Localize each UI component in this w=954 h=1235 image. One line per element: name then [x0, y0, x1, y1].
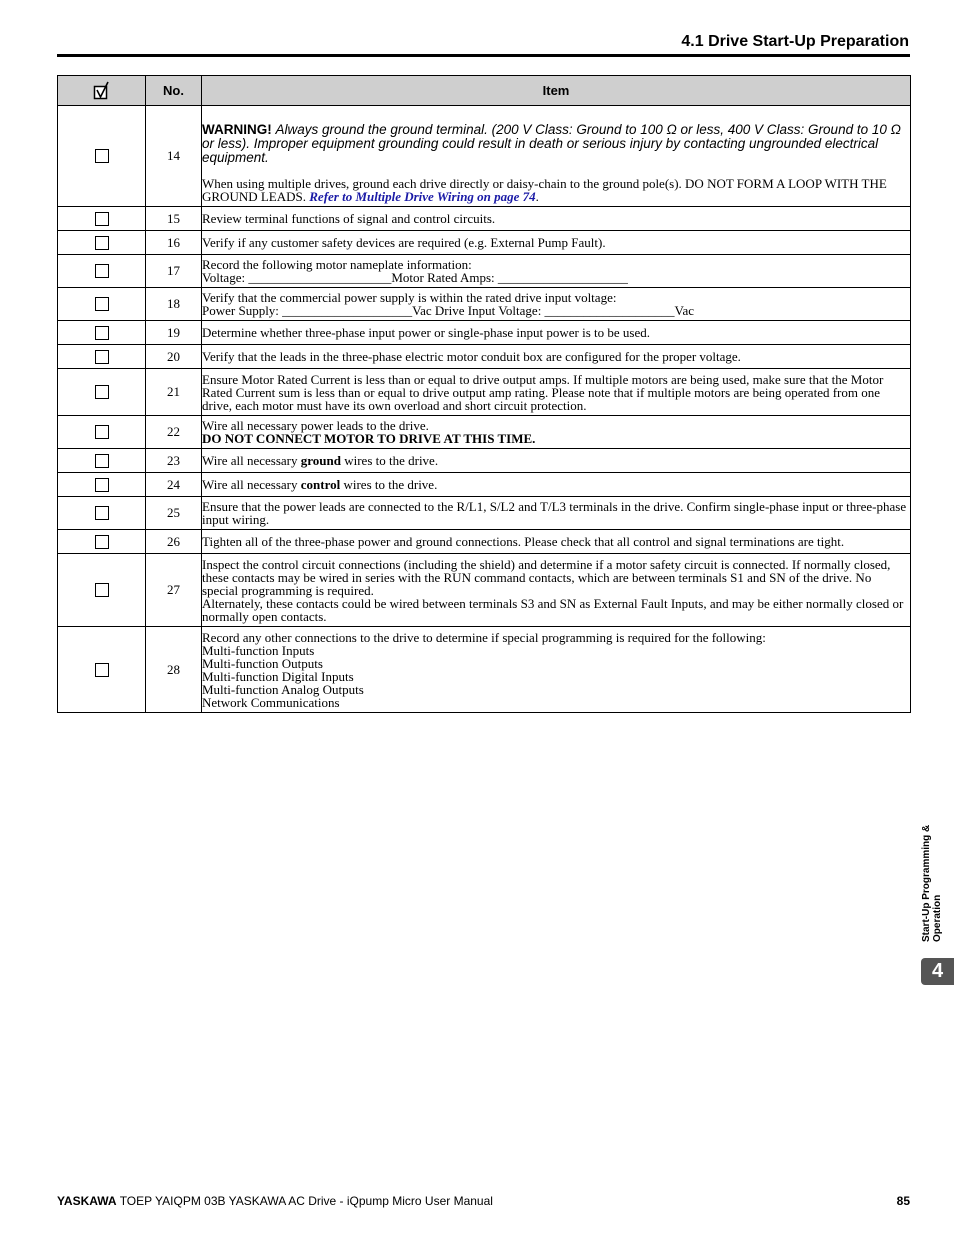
checkbox[interactable]	[95, 454, 109, 468]
no-column-header: No.	[146, 76, 202, 106]
item-line: Multi-function Inputs	[202, 642, 315, 658]
side-tab-label	[921, 816, 947, 942]
table-row	[58, 473, 911, 497]
text-span: wires to the drive.	[340, 453, 439, 468]
table-row	[58, 288, 911, 321]
table-row	[58, 345, 911, 369]
text-span: Wire all necessary	[202, 477, 301, 492]
item-text	[202, 554, 911, 627]
item-line: Wire all necessary power leads to the drive.	[202, 418, 429, 433]
item-line: Record the following motor nameplate information:	[202, 257, 472, 272]
row-number: 23	[146, 449, 202, 473]
table-row	[58, 231, 911, 255]
warning-label: WARNING!	[202, 121, 272, 137]
checkbox[interactable]	[95, 425, 109, 439]
row-number: 20	[146, 345, 202, 369]
bold-term: control	[300, 477, 341, 492]
text-span: Wire all necessary	[202, 453, 301, 468]
footer-brand: YASKAWA	[57, 1194, 117, 1208]
checkbox[interactable]	[95, 264, 109, 278]
table-row	[58, 255, 911, 288]
item-line: Power Supply: ____________________Vac Drive Input Voltage: ____________________Vac	[202, 303, 695, 318]
table-row	[58, 554, 911, 627]
item-line: Inspect the control circuit connections (including the shield) and determine if a motor safety circuit is connected. If normally closed, these contacts may be wired in series with the RUN command contacts, which are between terminals S1 and SN of the drive. No special programming is required.	[202, 556, 891, 598]
checkbox[interactable]	[95, 385, 109, 399]
punctuation: .	[535, 188, 539, 204]
table-row	[58, 416, 911, 449]
chapter-tab[interactable]: 4	[921, 958, 954, 985]
table-row	[58, 530, 911, 554]
row-number: 27	[146, 554, 202, 627]
table-row	[58, 207, 911, 231]
table-header-row	[58, 76, 911, 106]
item-text	[202, 106, 911, 207]
checklist-table	[57, 75, 911, 713]
item-line: Network Communications	[202, 694, 340, 710]
checkbox[interactable]	[95, 506, 109, 520]
table-row	[58, 627, 911, 713]
row-number: 18	[146, 288, 202, 321]
page-number: 85	[896, 1194, 910, 1208]
checkbox[interactable]	[95, 326, 109, 340]
checkmark-box-icon	[93, 81, 111, 101]
warning-block	[202, 123, 910, 165]
checkbox[interactable]	[95, 212, 109, 226]
item-text	[202, 449, 911, 473]
item-line: Verify that the commercial power supply is within the rated drive input voltage:	[202, 290, 617, 305]
item-line: Multi-function Outputs	[202, 655, 323, 671]
item-text: Determine whether three-phase input power or single-phase input power is to be used.	[202, 321, 911, 345]
checkbox[interactable]	[95, 583, 109, 597]
item-column-header: Item	[202, 76, 911, 106]
row-number: 24	[146, 473, 202, 497]
checkbox[interactable]	[95, 350, 109, 364]
row-number: 25	[146, 497, 202, 530]
side-tab-label-text: Start-Up Programming & Operation	[921, 824, 943, 942]
item-text	[202, 255, 911, 288]
item-text	[202, 473, 911, 497]
row-number: 19	[146, 321, 202, 345]
item-text	[202, 627, 911, 713]
text-span: wires to the drive.	[340, 477, 438, 492]
item-text: Verify if any customer safety devices are required (e.g. External Pump Fault).	[202, 231, 911, 255]
row-number: 22	[146, 416, 202, 449]
item-text: Ensure that the power leads are connected to the R/L1, S/L2 and T/L3 terminals in the drive. Confirm single-phase input or three-phase input wiring.	[202, 497, 911, 530]
checkbox[interactable]	[95, 236, 109, 250]
check-column-header	[58, 76, 146, 106]
item-text	[202, 416, 911, 449]
item-line: Record any other connections to the drive to determine if special programming is required for the following:	[202, 629, 766, 645]
checkbox[interactable]	[95, 535, 109, 549]
row-number: 28	[146, 627, 202, 713]
table-row	[58, 106, 911, 207]
item-text	[202, 288, 911, 321]
item-line: Voltage: ______________________Motor Rated Amps: ____________________	[202, 270, 628, 285]
checkbox[interactable]	[95, 478, 109, 492]
item-line-bold: DO NOT CONNECT MOTOR TO DRIVE AT THIS TIME.	[202, 431, 536, 446]
item-line: Multi-function Digital Inputs	[202, 668, 354, 684]
table-row	[58, 449, 911, 473]
footer-doc-title	[57, 1194, 493, 1208]
table-row	[58, 497, 911, 530]
table-row	[58, 321, 911, 345]
warning-text: Always ground the ground terminal. (200 V Class: Ground to 100 Ω or less, 400 V Class: Ground to 10 Ω or less). Improper equipment grounding could result in death or serious injury by contacting ungrounded electrical equipment.	[202, 121, 901, 165]
item-text: Tighten all of the three-phase power and ground connections. Please check that all control and signal terminations are tight.	[202, 530, 911, 554]
section-title: 4.1 Drive Start-Up Preparation	[681, 33, 909, 50]
title-rule	[57, 54, 910, 57]
row-number: 26	[146, 530, 202, 554]
row-number: 21	[146, 369, 202, 416]
row-number: 15	[146, 207, 202, 231]
item-line: Multi-function Analog Outputs	[202, 681, 364, 697]
footer-doc: TOEP YAIQPM 03B YASKAWA AC Drive - iQpump Micro User Manual	[116, 1194, 493, 1208]
row-number: 14	[146, 106, 202, 207]
item-text: Verify that the leads in the three-phase electric motor conduit box are configured for the proper voltage.	[202, 345, 911, 369]
item-text: Review terminal functions of signal and control circuits.	[202, 207, 911, 231]
checkbox[interactable]	[95, 297, 109, 311]
checkbox[interactable]	[95, 149, 109, 163]
checkbox[interactable]	[95, 663, 109, 677]
table-row	[58, 369, 911, 416]
item-text: Ensure Motor Rated Current is less than or equal to drive output amps. If multiple motors are being used, make sure that the Motor Rated Current sum is less than or equal to drive output amp rating. Please note that if multiple motors are being operated from one drive, each motor must have its own overload and short circuit protection.	[202, 369, 911, 416]
item-line: Alternately, these contacts could be wired between terminals S3 and SN as External Fault Inputs, and may be either normally closed or normally open contacts.	[202, 595, 904, 624]
item-body: When using multiple drives, ground each drive directly or daisy-chain to the ground pole(s). DO NOT FORM A LOOP WITH THE GROUND LEADS.	[202, 175, 887, 204]
bold-term: ground	[300, 453, 341, 468]
cross-reference-link[interactable]: Refer to Multiple Drive Wiring on page 74	[309, 188, 536, 204]
row-number: 16	[146, 231, 202, 255]
row-number: 17	[146, 255, 202, 288]
